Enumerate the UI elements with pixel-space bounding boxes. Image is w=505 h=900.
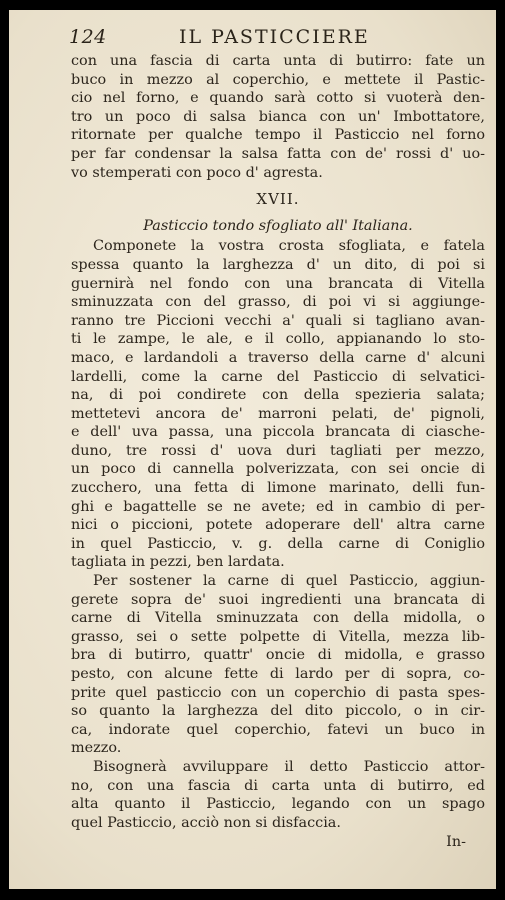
book-page xyxy=(9,10,496,889)
text-line: bra di butirro, quattr' oncie di midolla, e grasso xyxy=(71,647,485,664)
running-head: IL PASTICCIERE xyxy=(179,26,370,48)
text-line: mezzo. xyxy=(71,740,122,757)
text-line: lardelli, come la carne del Pasticcio di selvatici- xyxy=(71,368,485,385)
text-line: Bisognerà avviluppare il detto Pasticcio attor- xyxy=(93,758,485,775)
catchword: In- xyxy=(446,834,466,850)
text-line: nici o piccioni, potete adoperare dell' altra carne xyxy=(71,517,485,534)
section-title: Pasticcio tondo sfogliato all' Italiana. xyxy=(143,217,413,234)
text-line: carne di Vitella sminuzzata con della midolla, o xyxy=(71,610,485,627)
page-header xyxy=(69,26,489,50)
text-line: zucchero, una fetta di limone marinato, delli fun- xyxy=(71,480,485,497)
text-line: so quanto la larghezza del dito piccolo, o in cir- xyxy=(71,703,485,720)
text-line: alta quanto il Pasticcio, legando con un spago xyxy=(71,796,485,813)
text-line: gerete sopra de' suoi ingredienti una brancata di xyxy=(71,591,485,608)
text-line: maco, e lardandoli a traverso della carne d' alcuni xyxy=(71,349,485,366)
paragraph-4 xyxy=(71,758,485,832)
text-line: ca, indorate quel coperchio, fatevi un buco in xyxy=(71,721,485,738)
text-line: guernirà nel fondo con una brancata di Vitella xyxy=(71,275,485,292)
text-line: buco in mezzo al coperchio, e mettete il Pastic- xyxy=(71,71,485,88)
text-line: spessa quanto la larghezza d' un dito, di poi si xyxy=(71,256,485,273)
text-line: tro un poco di salsa bianca con un' Imbottatore, xyxy=(71,108,485,125)
paragraph-3 xyxy=(71,572,485,758)
text-line: per far condensar la salsa fatta con de' rossi d' uo- xyxy=(71,145,485,162)
text-line: quel Pasticcio, acciò non si disfaccia. xyxy=(71,814,341,831)
text-line: grasso, sei o sette polpette di Vitella, mezza lib- xyxy=(71,628,485,645)
text-line: pesto, con alcune fette di lardo per di sopra, co- xyxy=(71,666,485,682)
paragraph-2 xyxy=(71,237,485,572)
paragraph-1 xyxy=(71,52,485,182)
text-line: ghi e bagattelle se ne avete; ed in cambio di per- xyxy=(71,498,485,515)
text-line: duno, tre rossi d' uova duri tagliati per mezzo, xyxy=(71,442,485,459)
body-text xyxy=(71,52,485,832)
text-line: cio nel forno, e quando sarà cotto si vuoterà den- xyxy=(71,90,485,107)
text-line: Per sostener la carne di quel Pasticcio, aggiun- xyxy=(93,573,485,590)
text-line: no, con una fascia di carta unta di butirro, ed xyxy=(71,777,485,794)
text-line: in quel Pasticcio, v. g. della carne di Coniglio xyxy=(71,535,485,552)
text-line: con una fascia di carta unta di butirro: fate un xyxy=(71,53,485,69)
text-line: ritornate per qualche tempo il Pasticcio nel forno xyxy=(71,127,485,144)
text-line: Componete la vostra crosta sfogliata, e fatela xyxy=(93,238,485,255)
text-line: vo stemperati con poco d' agresta. xyxy=(71,164,323,181)
text-line: ranno tre Piccioni vecchi a' quali si tagliano avan- xyxy=(71,312,485,329)
section-number: XVII. xyxy=(256,190,300,209)
text-line: na, di poi condirete con della spezieria salata; xyxy=(71,387,485,404)
text-line: e dell' uva passa, una piccola brancata di ciasche- xyxy=(71,424,485,441)
text-line: prite quel pasticcio con un coperchio di pasta spes- xyxy=(71,684,485,701)
text-line: ti le zampe, le ale, e il collo, appianando lo sto- xyxy=(71,331,485,348)
page-number: 124 xyxy=(69,26,107,48)
text-line: tagliata in pezzi, ben lardata. xyxy=(71,554,285,571)
text-line: sminuzzata con del grasso, di poi vi si aggiunge- xyxy=(71,294,485,311)
text-line: un poco di cannella polverizzata, con sei oncie di xyxy=(71,461,485,478)
text-line: mettetevi ancora de' marroni pelati, de' pignoli, xyxy=(71,405,485,422)
